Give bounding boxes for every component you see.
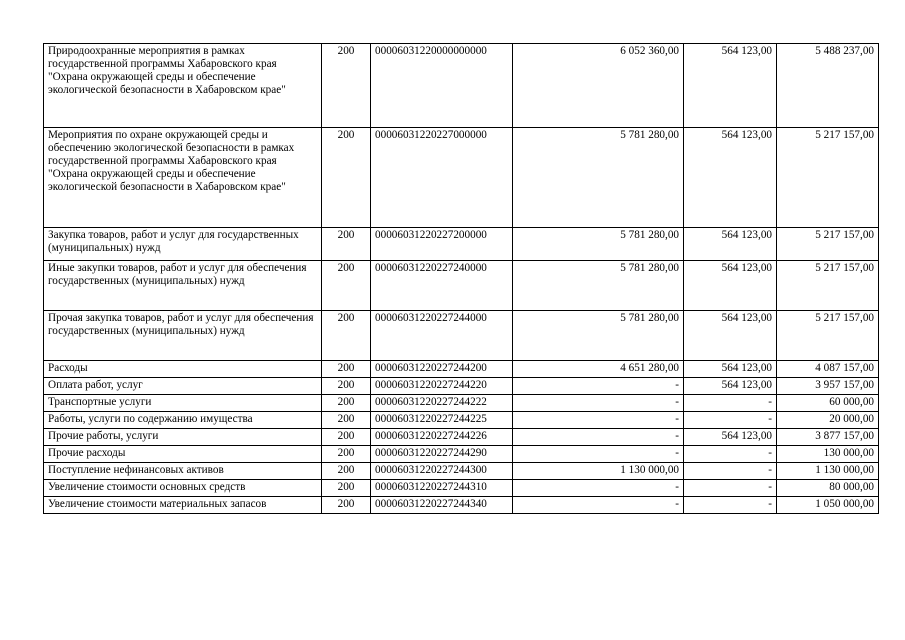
approved-amount: - — [513, 395, 684, 412]
approved-amount: - — [513, 378, 684, 395]
unexecuted-amount: 5 217 157,00 — [777, 311, 879, 361]
table-row — [44, 261, 879, 311]
executed-amount: 564 123,00 — [684, 44, 777, 128]
unexecuted-amount: 5 488 237,00 — [777, 44, 879, 128]
line-code: 200 — [322, 463, 371, 480]
unexecuted-amount: 5 217 157,00 — [777, 128, 879, 228]
executed-amount: - — [684, 412, 777, 429]
executed-amount: - — [684, 497, 777, 514]
approved-amount: 6 052 360,00 — [513, 44, 684, 128]
budget-classification-code: 00006031220227244225 — [371, 412, 513, 429]
expense-name: Мероприятия по охране окружающей среды и обеспечению экологической безопасности в рамках государственной программы Хабаровского края "Охрана окружающей среды и обеспечение экологической безопасности в Хабаровском крае" — [44, 128, 322, 228]
table-row — [44, 378, 879, 395]
unexecuted-amount: 1 130 000,00 — [777, 463, 879, 480]
executed-amount: 564 123,00 — [684, 429, 777, 446]
approved-amount: - — [513, 497, 684, 514]
table-row — [44, 128, 879, 228]
executed-amount: 564 123,00 — [684, 361, 777, 378]
budget-classification-code: 00006031220227244300 — [371, 463, 513, 480]
budget-classification-code: 00006031220227244222 — [371, 395, 513, 412]
executed-amount: 564 123,00 — [684, 128, 777, 228]
expense-name: Увеличение стоимости основных средств — [44, 480, 322, 497]
line-code: 200 — [322, 128, 371, 228]
unexecuted-amount: 5 217 157,00 — [777, 228, 879, 261]
table-row — [44, 311, 879, 361]
budget-classification-code: 00006031220227244200 — [371, 361, 513, 378]
expense-name: Работы, услуги по содержанию имущества — [44, 412, 322, 429]
approved-amount: 4 651 280,00 — [513, 361, 684, 378]
line-code: 200 — [322, 497, 371, 514]
unexecuted-amount: 20 000,00 — [777, 412, 879, 429]
line-code: 200 — [322, 480, 371, 497]
line-code: 200 — [322, 228, 371, 261]
table-row — [44, 497, 879, 514]
approved-amount: 5 781 280,00 — [513, 228, 684, 261]
approved-amount: 1 130 000,00 — [513, 463, 684, 480]
table-row — [44, 412, 879, 429]
table-row — [44, 463, 879, 480]
unexecuted-amount: 3 957 157,00 — [777, 378, 879, 395]
approved-amount: 5 781 280,00 — [513, 128, 684, 228]
line-code: 200 — [322, 412, 371, 429]
executed-amount: 564 123,00 — [684, 311, 777, 361]
unexecuted-amount: 5 217 157,00 — [777, 261, 879, 311]
line-code: 200 — [322, 311, 371, 361]
table-row — [44, 446, 879, 463]
budget-classification-code: 00006031220227244000 — [371, 311, 513, 361]
expense-name: Прочие работы, услуги — [44, 429, 322, 446]
expense-name: Природоохранные мероприятия в рамках государственной программы Хабаровского края "Охрана окружающей среды и обеспечение экологической безопасности в Хабаровском крае" — [44, 44, 322, 128]
executed-amount: 564 123,00 — [684, 228, 777, 261]
expense-name: Транспортные услуги — [44, 395, 322, 412]
executed-amount: - — [684, 395, 777, 412]
budget-classification-code: 00006031220227244226 — [371, 429, 513, 446]
budget-classification-code: 00006031220227000000 — [371, 128, 513, 228]
table-row — [44, 395, 879, 412]
executed-amount: 564 123,00 — [684, 378, 777, 395]
expense-name: Оплата работ, услуг — [44, 378, 322, 395]
line-code: 200 — [322, 44, 371, 128]
budget-classification-code: 00006031220227244340 — [371, 497, 513, 514]
executed-amount: 564 123,00 — [684, 261, 777, 311]
unexecuted-amount: 80 000,00 — [777, 480, 879, 497]
line-code: 200 — [322, 261, 371, 311]
unexecuted-amount: 1 050 000,00 — [777, 497, 879, 514]
unexecuted-amount: 3 877 157,00 — [777, 429, 879, 446]
budget-classification-code: 00006031220227200000 — [371, 228, 513, 261]
expense-name: Поступление нефинансовых активов — [44, 463, 322, 480]
table-row — [44, 429, 879, 446]
executed-amount: - — [684, 480, 777, 497]
table-row — [44, 228, 879, 261]
approved-amount: - — [513, 480, 684, 497]
budget-classification-code: 00006031220227240000 — [371, 261, 513, 311]
line-code: 200 — [322, 361, 371, 378]
expense-name: Закупка товаров, работ и услуг для государственных (муниципальных) нужд — [44, 228, 322, 261]
executed-amount: - — [684, 446, 777, 463]
budget-classification-code: 00006031220000000000 — [371, 44, 513, 128]
expense-name: Прочие расходы — [44, 446, 322, 463]
line-code: 200 — [322, 429, 371, 446]
budget-classification-code: 00006031220227244290 — [371, 446, 513, 463]
table-row — [44, 361, 879, 378]
line-code: 200 — [322, 395, 371, 412]
table-row — [44, 480, 879, 497]
approved-amount: - — [513, 429, 684, 446]
expense-name: Расходы — [44, 361, 322, 378]
unexecuted-amount: 60 000,00 — [777, 395, 879, 412]
unexecuted-amount: 130 000,00 — [777, 446, 879, 463]
budget-classification-code: 00006031220227244220 — [371, 378, 513, 395]
executed-amount: - — [684, 463, 777, 480]
table-body — [44, 44, 879, 514]
approved-amount: 5 781 280,00 — [513, 311, 684, 361]
budget-execution-table — [43, 43, 879, 514]
approved-amount: - — [513, 446, 684, 463]
approved-amount: 5 781 280,00 — [513, 261, 684, 311]
unexecuted-amount: 4 087 157,00 — [777, 361, 879, 378]
expense-name: Прочая закупка товаров, работ и услуг для обеспечения государственных (муниципальных) нужд — [44, 311, 322, 361]
table-row — [44, 44, 879, 128]
approved-amount: - — [513, 412, 684, 429]
expense-name: Увеличение стоимости материальных запасов — [44, 497, 322, 514]
line-code: 200 — [322, 446, 371, 463]
budget-classification-code: 00006031220227244310 — [371, 480, 513, 497]
line-code: 200 — [322, 378, 371, 395]
expense-name: Иные закупки товаров, работ и услуг для обеспечения государственных (муниципальных) нужд — [44, 261, 322, 311]
